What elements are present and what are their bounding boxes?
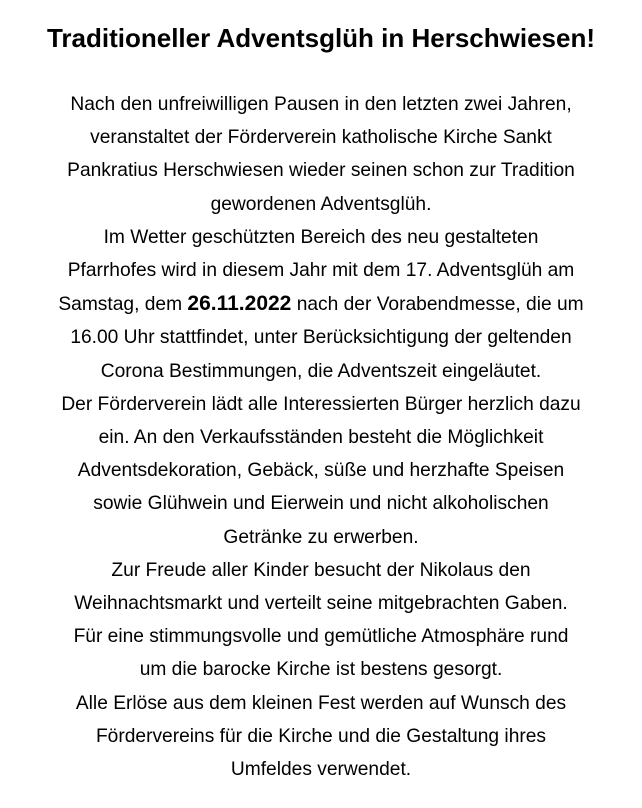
body-line: veranstaltet der Förderverein katholische Kirche Sankt: [90, 127, 552, 149]
body-line: Adventsdekoration, Gebäck, süße und herzhafte Speisen: [77, 460, 565, 482]
body-line: um die barocke Kirche ist bestens gesorgt.: [139, 659, 503, 681]
body-line: 16.00 Uhr stattfindet, unter Berücksichtigung der geltenden: [70, 327, 572, 349]
date-line: [10, 287, 632, 321]
date-line-prefix: Samstag, dem: [58, 294, 188, 316]
body-line: Zur Freude aller Kinder besucht der Nikolaus den: [111, 559, 531, 581]
document-body: [10, 88, 632, 786]
body-line: Pfarrhofes wird in diesem Jahr mit dem 17. Adventsglüh am: [67, 260, 575, 282]
body-line: Getränke zu erwerben.: [223, 526, 419, 548]
body-line: Der Förderverein lädt alle Interessierten Bürger herzlich dazu: [61, 393, 581, 415]
body-line: Corona Bestimmungen, die Adventszeit eingeläutet.: [100, 360, 542, 382]
body-line: Fördervereins für die Kirche und die Gestaltung ihres: [95, 725, 547, 747]
body-line: gewordenen Adventsglüh.: [210, 193, 432, 215]
event-date: 26.11.2022: [187, 292, 292, 316]
body-line: Umfeldes verwendet.: [230, 759, 412, 781]
body-line: Pankratius Herschwiesen wieder seinen schon zur Tradition: [67, 160, 575, 182]
body-line: Alle Erlöse aus dem kleinen Fest werden auf Wunsch des: [75, 692, 567, 714]
body-line: Für eine stimmungsvolle und gemütliche Atmosphäre rund: [73, 626, 569, 648]
document-title: Traditioneller Adventsglüh in Herschwiesen!: [46, 23, 596, 53]
body-line: Im Wetter geschützten Bereich des neu gestalteten: [103, 226, 539, 248]
body-line: sowie Glühwein und Eierwein und nicht alkoholischen: [93, 493, 549, 515]
body-line: Nach den unfreiwilligen Pausen in den letzten zwei Jahren,: [70, 94, 572, 115]
body-line: Weihnachtsmarkt und verteilt seine mitgebrachten Gaben.: [74, 593, 568, 615]
body-line: ein. An den Verkaufsständen besteht die Möglichkeit: [98, 427, 544, 449]
date-line-suffix: nach der Vorabendmesse, die um: [291, 294, 584, 316]
